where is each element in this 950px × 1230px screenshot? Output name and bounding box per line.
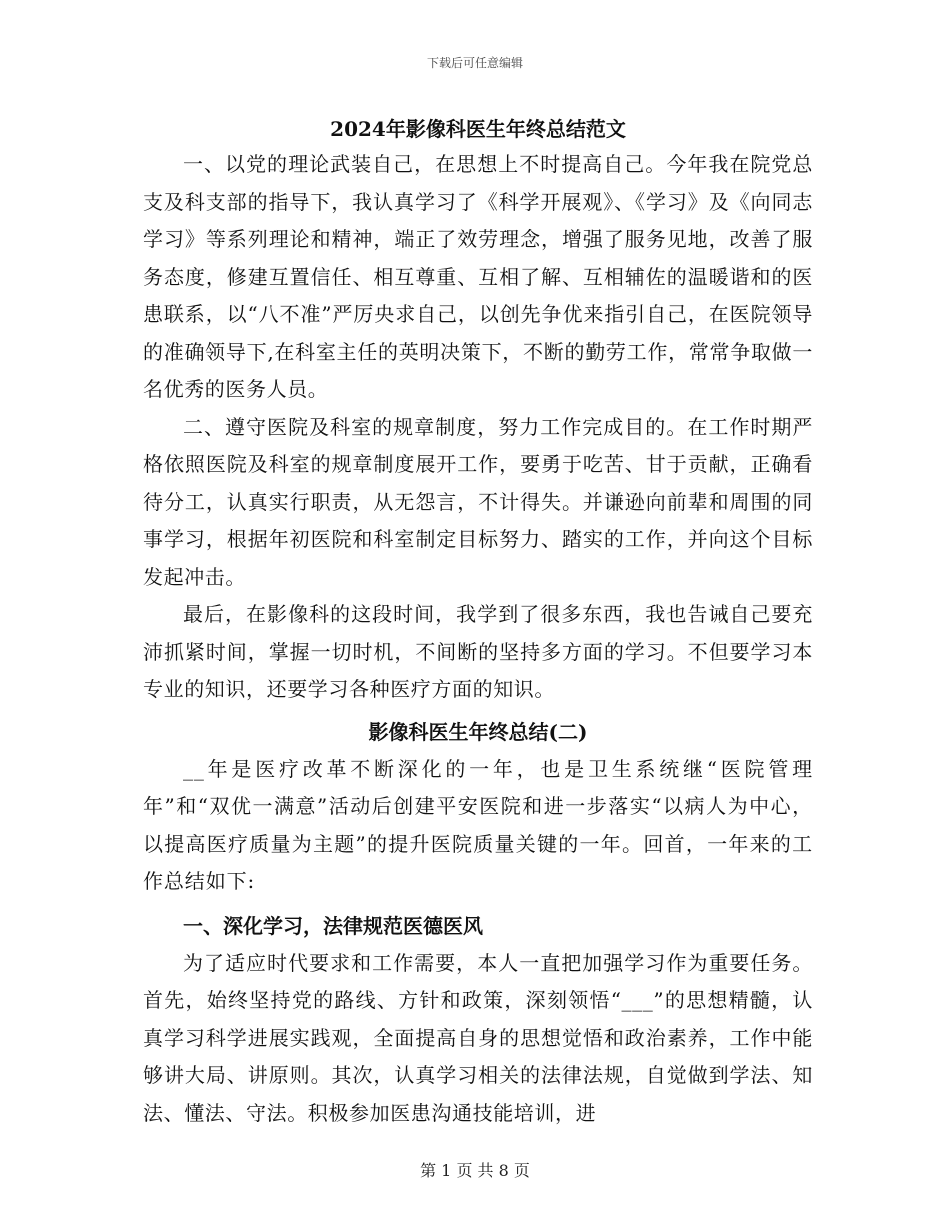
document-title: 2024年影像科医生年终总结范文 (330, 117, 626, 141)
document-body (143, 112, 813, 1132)
part-one (143, 146, 813, 709)
paragraph-2: 二、遵守医院及科室的规章制度，努力工作完成目的。在工作时期严格依照医院及科室的规章制度展开工作，要勇于吃苦、甘于贡献，正确看待分工，认真实行职责，从无怨言，不计得失。并谦逊向前辈和周围的同事学习，根据年初医院和科室制定目标努力、踏实的工作，并向这个目标发起冲击。 (143, 414, 813, 589)
section-paragraph: 为了适应时代要求和工作需要，本人一直把加强学习作为重要任务。首先，始终坚持党的路线、方针和政策，深刻领悟“___”的思想精髓，认真学习科学进展实践观，全面提高自身的思想觉悟和政治素养，工作中能够讲大局、讲原则。其次，认真学习相关的法律法规，自觉做到学法、知法、懂法、守法。积极参加医患沟通技能培训，进 (143, 950, 813, 1125)
section-subtitle: 影像科医生年终总结(二) (368, 719, 588, 744)
paragraph-1: 一、以党的理论武装自己，在思想上不时提高自己。今年我在院党总支及科支部的指导下，我认真学习了《科学开展观》、《学习》及《向同志学习》等系列理论和精神，端正了效劳理念，增强了服务见地，改善了服务态度，修建互置信任、相互尊重、互相了解、互相辅佐的温暖谐和的医患联系，以“八不准”严厉央求自己，以创先争优来指引自己，在医院领导的准确领导下,在科室主任的英明决策下，不断的勤劳工作，常常争取做一名优秀的医务人员。 (143, 152, 813, 401)
part-two (143, 713, 813, 1133)
intro-paragraph: __年是医疗改革不断深化的一年，也是卫生系统继“医院管理年”和“双优一满意”活动后创建平安医院和进一步落实“以病人为中心，以提高医疗质量为主题”的提升医院质量关键的一年。回首，一年来的工作总结如下: (143, 756, 813, 893)
page-footer: 第 1 页 共 8 页 (420, 1161, 530, 1180)
header-note: 下载后可任意编辑 (426, 56, 523, 70)
paragraph-3: 最后，在影像科的这段时间，我学到了很多东西，我也告诫自己要充沛抓紧时间，掌握一切时机，不间断的坚持多方面的学习。不但要学习本专业的知识，还要学习各种医疗方面的知识。 (143, 602, 813, 701)
section-heading: 一、深化学习，法律规范医德医风 (183, 913, 483, 938)
